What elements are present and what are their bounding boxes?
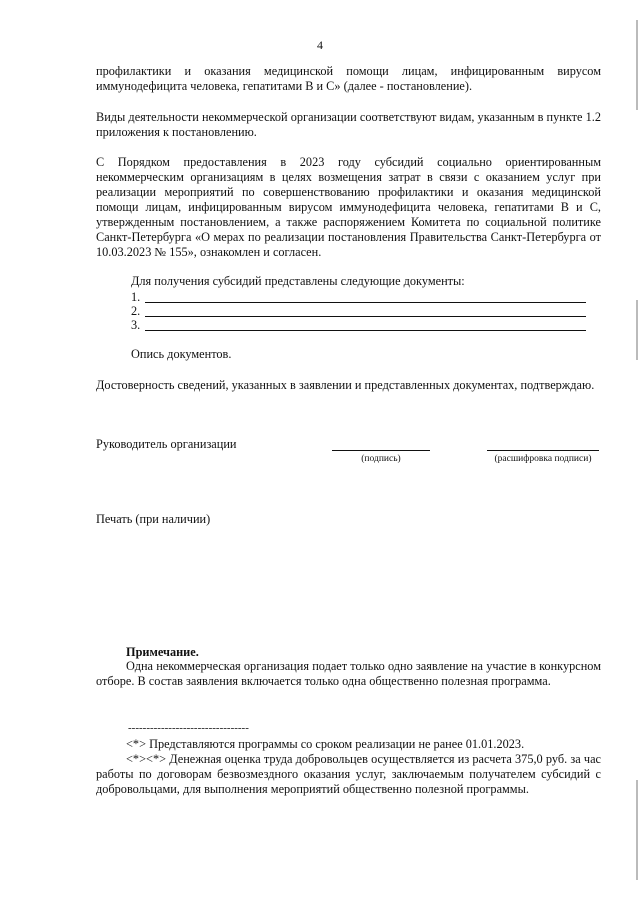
inventory-text: Опись документов. bbox=[131, 347, 232, 361]
footnote-1: <*> Представляются программы со сроком реализации не ранее 01.01.2023. bbox=[126, 737, 525, 751]
document-line-2 bbox=[131, 304, 586, 319]
signature-caption: (подпись) bbox=[361, 454, 401, 464]
note-title: Примечание. bbox=[126, 645, 199, 659]
confirmation-text: Достоверность сведений, указанных в заявлении и представленных документах, подтверждаю. bbox=[96, 378, 595, 392]
signature-line bbox=[332, 450, 430, 451]
scan-edge-mark bbox=[636, 300, 638, 360]
footnote-2: <*><*> Денежная оценка труда добровольцев осуществляется из расчета 375,0 руб. за час работы по договорам безвозмездного оказания услуг, заключаемым получателем субсидий с добровольцами, для выполнения мероприятий общественно полезной программы. bbox=[96, 752, 601, 796]
signature-decode-line bbox=[487, 450, 599, 451]
signature-decode-caption: (расшифровка подписи) bbox=[494, 454, 592, 464]
document-line-blank bbox=[145, 290, 586, 303]
document-line-blank bbox=[145, 304, 586, 317]
scan-edge-mark bbox=[636, 20, 638, 110]
footnote-separator: --------------------------------- bbox=[128, 722, 249, 734]
document-line-number: 1. bbox=[131, 290, 141, 304]
paragraph-activities: Виды деятельности некоммерческой организации соответствуют видам, указанным в пункте 1.2 приложения к постановлению. bbox=[96, 110, 601, 139]
document-line-3 bbox=[131, 318, 586, 333]
document-line-1 bbox=[131, 290, 586, 305]
page-number: 4 bbox=[317, 38, 323, 52]
paragraph-procedure: С Порядком предоставления в 2023 году субсидий социально ориентированным некоммерческим организациям в целях возмещения затрат в связи с оказанием услуг при реализации мероприятий по совершенствованию профилактики и оказания медицинской помощи лицам, инфицированным вирусом иммунодефицита человека, гепатитами В и С, утвержденным постановлением, а также распоряжением Комитета по социальной политике Санкт-Петербурга «О мерах по реализации постановления Правительства Санкт-Петербурга от 10.03.2023 № 155», ознакомлен и согласен. bbox=[96, 155, 601, 259]
scan-edge-mark bbox=[636, 780, 638, 880]
paragraph-continuation: профилактики и оказания медицинской помощи лицам, инфицированным вирусом иммунодефицита человека, гепатитами В и С» (далее - постановление). bbox=[96, 64, 601, 93]
document-line-number: 2. bbox=[131, 304, 141, 318]
documents-intro: Для получения субсидий представлены следующие документы: bbox=[131, 274, 465, 288]
seal-label: Печать (при наличии) bbox=[96, 512, 211, 526]
document-line-number: 3. bbox=[131, 318, 141, 332]
document-line-blank bbox=[145, 318, 586, 331]
note-text: Одна некоммерческая организация подает только одно заявление на участие в конкурсном отборе. В состав заявления включается только одна общественно полезная программа. bbox=[96, 659, 601, 688]
head-of-organization-label: Руководитель организации bbox=[96, 437, 237, 451]
